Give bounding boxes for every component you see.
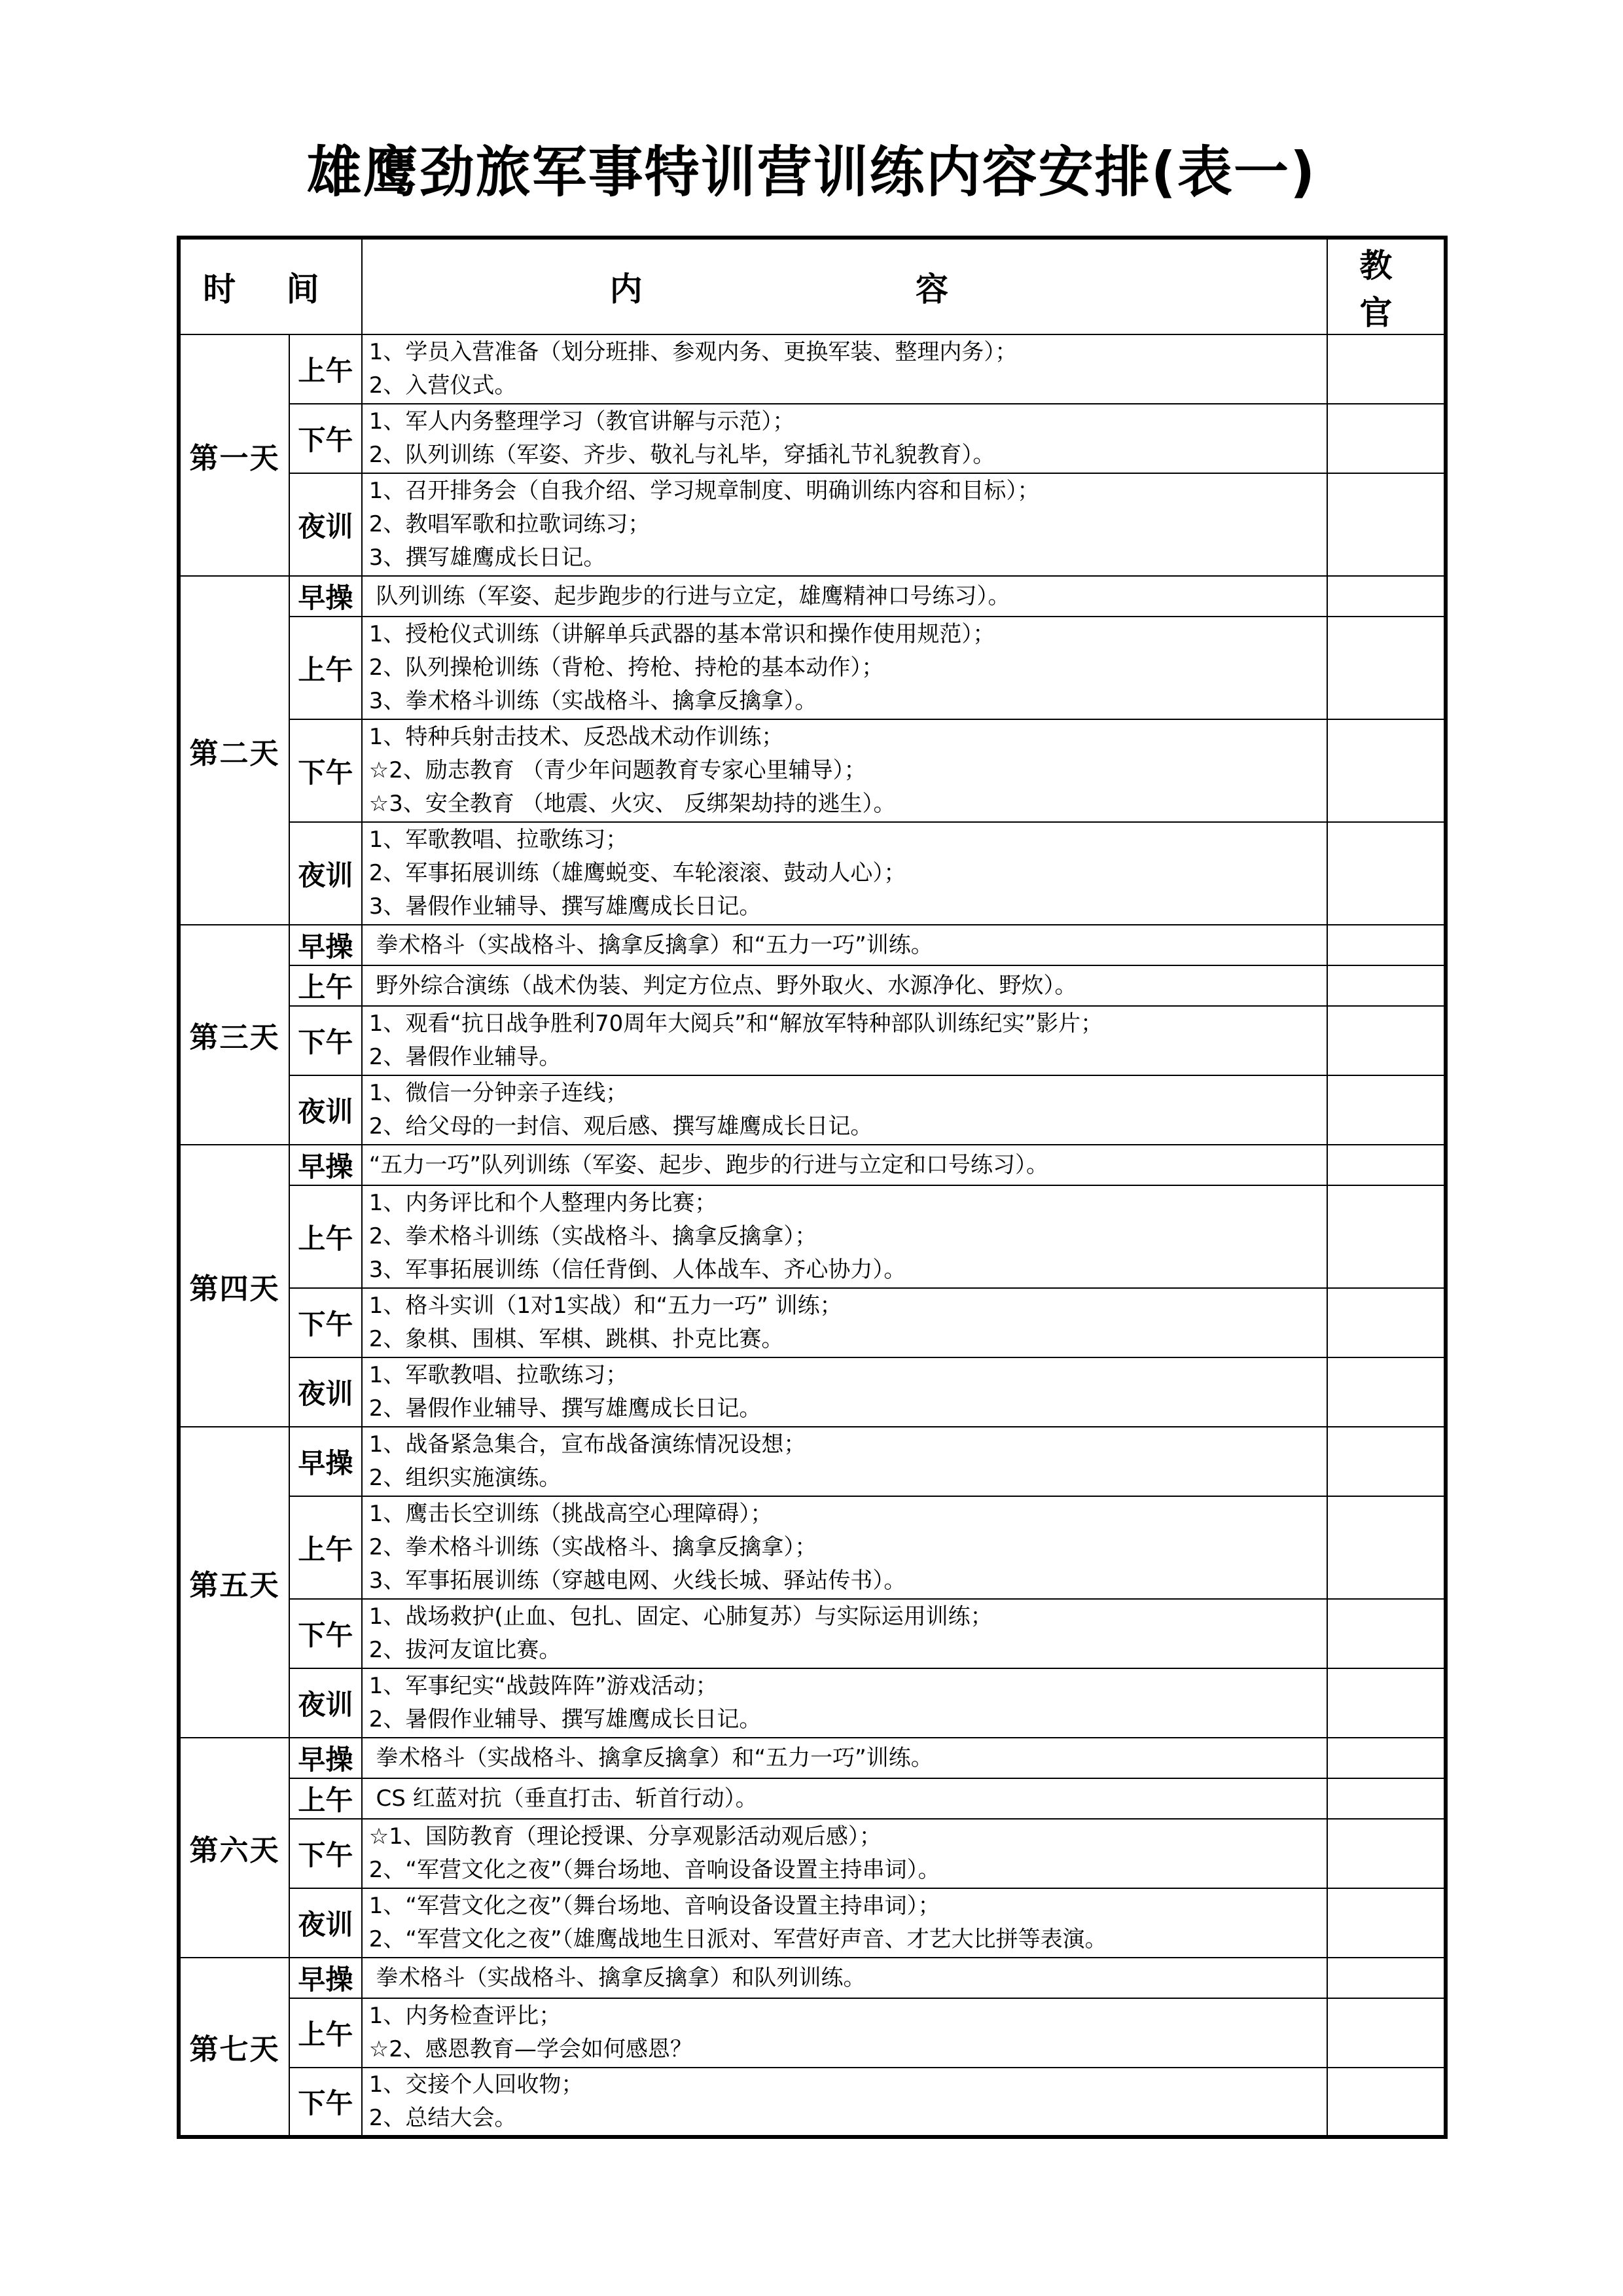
content-line: ☆1、国防教育（理论授课、分享观影活动观后感）； [368, 1823, 882, 1850]
session-content [362, 334, 1327, 404]
instructor-cell [1327, 1185, 1446, 1288]
content-line: 3、暑假作业辅导、撰写雄鹰成长日记。 [368, 893, 762, 920]
content-line: 拳术格斗（实战格斗、擒拿反擒拿）和“五力一巧”训练。 [368, 1744, 933, 1771]
content-line: 2、入营仪式。 [368, 372, 517, 399]
instructor-cell [1327, 1075, 1446, 1145]
period-label: 早操 [289, 1427, 362, 1496]
session-content [362, 1288, 1327, 1357]
instructor-cell [1327, 1888, 1446, 1958]
session-row [179, 1668, 1446, 1738]
session-content [362, 925, 1327, 965]
content-line: 1、军人内务整理学习（教官讲解与示范）； [368, 408, 795, 435]
day-label: 第五天 [179, 1427, 289, 1738]
content-line: CS 红蓝对抗（垂直打击、斩首行动）。 [368, 1785, 758, 1812]
content-line: 2、“军营文化之夜”（雄鹰战地生日派对、军营好声音、才艺大比拼等表演。 [368, 1926, 1107, 1952]
instructor-cell [1327, 822, 1446, 925]
period-label: 下午 [289, 1599, 362, 1668]
session-row [179, 2068, 1446, 2137]
instructor-cell [1327, 965, 1446, 1006]
content-line: 野外综合演练（战术伪装、判定方位点、野外取火、水源净化、野炊）。 [368, 972, 1077, 999]
session-row [179, 719, 1446, 822]
instructor-cell [1327, 1998, 1446, 2068]
instructor-cell [1327, 1958, 1446, 1998]
session-row [179, 1778, 1446, 1819]
content-line: 2、组织实施演练。 [368, 1465, 562, 1491]
content-line: 1、军歌教唱、拉歌练习； [368, 827, 628, 853]
session-row [179, 1738, 1446, 1778]
content-line: 2、暑假作业辅导、撰写雄鹰成长日记。 [368, 1395, 762, 1422]
session-row [179, 404, 1446, 473]
instructor-cell [1327, 1006, 1446, 1075]
period-label: 上午 [289, 334, 362, 404]
content-line: 2、队列训练（军姿、齐步、敬礼与礼毕，穿插礼节礼貌教育）。 [368, 442, 995, 468]
session-content [362, 1738, 1327, 1778]
instructor-cell [1327, 404, 1446, 473]
content-line: 3、军事拓展训练（信任背倒、人体战车、齐心协力）。 [368, 1257, 906, 1283]
session-content [362, 719, 1327, 822]
session-content [362, 1357, 1327, 1427]
day-label: 第七天 [179, 1958, 289, 2137]
period-label: 上午 [289, 1185, 362, 1288]
session-row [179, 1998, 1446, 2068]
content-line: 3、拳术格斗训练（实战格斗、擒拿反擒拿）。 [368, 688, 817, 714]
session-content [362, 1819, 1327, 1888]
content-line: 1、战备紧急集合，宣布战备演练情况设想； [368, 1431, 806, 1458]
content-line: ☆3、安全教育 （地震、火灾、 反绑架劫持的逃生）。 [368, 791, 896, 817]
instructor-cell [1327, 925, 1446, 965]
day-label: 第四天 [179, 1145, 289, 1427]
period-label: 下午 [289, 2068, 362, 2137]
session-row [179, 1427, 1446, 1496]
content-line: 1、军歌教唱、拉歌练习； [368, 1362, 628, 1388]
instructor-cell [1327, 617, 1446, 719]
content-line: 3、军事拓展训练（穿越电网、火线长城、驿站传书）。 [368, 1568, 906, 1594]
content-line: 1、“军营文化之夜”（舞台场地、音响设备设置主持串词）； [368, 1893, 940, 1919]
schedule-table [177, 236, 1448, 2139]
instructor-cell [1327, 1778, 1446, 1819]
session-row [179, 1006, 1446, 1075]
day-label: 第六天 [179, 1738, 289, 1958]
content-line: 3、撰写雄鹰成长日记。 [368, 545, 606, 571]
period-label: 下午 [289, 1288, 362, 1357]
session-row [179, 1185, 1446, 1288]
content-line: “五力一巧”队列训练（军姿、起步、跑步的行进与立定和口号练习）。 [368, 1151, 1048, 1178]
content-line: 1、微信一分钟亲子连线； [368, 1080, 628, 1106]
period-label: 下午 [289, 719, 362, 822]
content-line: 拳术格斗（实战格斗、擒拿反擒拿）和队列训练。 [368, 1964, 866, 1991]
period-label: 夜训 [289, 1668, 362, 1738]
content-line: 2、“军营文化之夜”（舞台场地、音响设备设置主持串词）。 [368, 1857, 940, 1883]
session-content [362, 617, 1327, 719]
header-row [179, 238, 1446, 334]
session-row [179, 822, 1446, 925]
content-line: 2、拔河友谊比赛。 [368, 1637, 562, 1663]
session-content [362, 1427, 1327, 1496]
session-content [362, 1958, 1327, 1998]
content-header: 内 容 [362, 238, 1327, 334]
content-line: 1、特种兵射击技术、反恐战术动作训练； [368, 724, 784, 750]
session-content [362, 965, 1327, 1006]
session-content [362, 473, 1327, 576]
content-line: 1、学员入营准备（划分班排、参观内务、更换军装、整理内务）； [368, 339, 1018, 365]
period-label: 夜训 [289, 1888, 362, 1958]
session-content [362, 576, 1327, 617]
session-row [179, 1599, 1446, 1668]
instructor-cell [1327, 1427, 1446, 1496]
period-label: 夜训 [289, 1357, 362, 1427]
schedule-body [179, 334, 1446, 2137]
session-row [179, 1288, 1446, 1357]
content-line: 2、拳术格斗训练（实战格斗、擒拿反擒拿）； [368, 1223, 817, 1249]
session-content [362, 822, 1327, 925]
period-label: 夜训 [289, 473, 362, 576]
day-label: 第一天 [179, 334, 289, 576]
content-line: 2、暑假作业辅导。 [368, 1044, 562, 1070]
content-line: 1、军事纪实“战鼓阵阵”游戏活动； [368, 1673, 718, 1699]
instructor-cell [1327, 576, 1446, 617]
session-row [179, 925, 1446, 965]
session-content [362, 2068, 1327, 2137]
session-content [362, 1496, 1327, 1599]
session-row [179, 1496, 1446, 1599]
content-line: 2、拳术格斗训练（实战格斗、擒拿反擒拿）； [368, 1534, 817, 1560]
instructor-cell [1327, 1145, 1446, 1185]
instructor-cell [1327, 334, 1446, 404]
period-label: 早操 [289, 576, 362, 617]
content-line: 拳术格斗（实战格斗、擒拿反擒拿）和“五力一巧”训练。 [368, 931, 933, 958]
instructor-cell [1327, 1357, 1446, 1427]
session-content [362, 1006, 1327, 1075]
period-label: 下午 [289, 1819, 362, 1888]
session-row [179, 1357, 1446, 1427]
instructor-cell [1327, 1599, 1446, 1668]
content-line: 1、战场救护(止血、包扎、固定、心肺复苏）与实际运用训练； [368, 1604, 993, 1630]
period-label: 早操 [289, 1145, 362, 1185]
time-header: 时 间 [179, 238, 362, 334]
session-row [179, 1145, 1446, 1185]
session-row [179, 1819, 1446, 1888]
period-label: 上午 [289, 617, 362, 719]
session-row [179, 1958, 1446, 1998]
content-line: ☆2、励志教育 （青少年问题教育专家心里辅导）； [368, 757, 866, 783]
content-line: 1、观看“抗日战争胜利70周年大阅兵”和“解放军特种部队训练纪实”影片； [368, 1011, 1103, 1037]
instructor-header: 教 官 [1327, 238, 1446, 334]
content-line: 1、鹰击长空训练（挑战高空心理障碍）； [368, 1501, 773, 1527]
period-label: 早操 [289, 1958, 362, 1998]
instructor-cell [1327, 1819, 1446, 1888]
content-line: 队列训练（军姿、起步跑步的行进与立定，雄鹰精神口号练习）。 [368, 583, 1010, 609]
period-label: 上午 [289, 965, 362, 1006]
content-line: 2、给父母的一封信、观后感、撰写雄鹰成长日记。 [368, 1113, 873, 1139]
session-content [362, 1998, 1327, 2068]
session-content [362, 1145, 1327, 1185]
content-line: 2、总结大会。 [368, 2105, 517, 2131]
session-content [362, 404, 1327, 473]
session-row [179, 576, 1446, 617]
period-label: 夜训 [289, 822, 362, 925]
instructor-cell [1327, 1738, 1446, 1778]
period-label: 上午 [289, 1998, 362, 2068]
day-label: 第二天 [179, 576, 289, 925]
session-row [179, 1075, 1446, 1145]
page-title: 雄鹰劲旅军事特训营训练内容安排(表一) [306, 140, 1317, 204]
content-line: 2、暑假作业辅导、撰写雄鹰成长日记。 [368, 1706, 762, 1732]
session-row [179, 617, 1446, 719]
content-line: 1、授枪仪式训练（讲解单兵武器的基本常识和操作使用规范）； [368, 621, 995, 647]
instructor-cell [1327, 2068, 1446, 2137]
period-label: 下午 [289, 404, 362, 473]
session-row [179, 334, 1446, 404]
session-content [362, 1888, 1327, 1958]
session-content [362, 1185, 1327, 1288]
content-line: 1、召开排务会（自我介绍、学习规章制度、明确训练内容和目标）； [368, 478, 1040, 504]
session-content [362, 1668, 1327, 1738]
period-label: 上午 [289, 1778, 362, 1819]
period-label: 早操 [289, 925, 362, 965]
period-label: 下午 [289, 1006, 362, 1075]
content-line: 1、格斗实训（1对1实战）和“五力一巧” 训练； [368, 1293, 842, 1319]
instructor-cell [1327, 1668, 1446, 1738]
period-label: 夜训 [289, 1075, 362, 1145]
content-line: 2、队列操枪训练（背枪、挎枪、持枪的基本动作）； [368, 655, 884, 681]
content-line: 2、教唱军歌和拉歌词练习； [368, 511, 651, 537]
instructor-cell [1327, 719, 1446, 822]
content-line: ☆2、感恩教育—学会如何感恩？ [368, 2036, 692, 2062]
content-line: 1、内务检查评比； [368, 2003, 562, 2029]
content-line: 1、交接个人回收物； [368, 2072, 584, 2098]
session-content [362, 1075, 1327, 1145]
session-row [179, 1888, 1446, 1958]
instructor-cell [1327, 1496, 1446, 1599]
session-row [179, 473, 1446, 576]
content-line: 2、军事拓展训练（雄鹰蜕变、车轮滚滚、鼓动人心）； [368, 860, 906, 886]
instructor-cell [1327, 1288, 1446, 1357]
content-line: 2、象棋、围棋、军棋、跳棋、扑克比赛。 [368, 1326, 784, 1352]
content-line: 1、内务评比和个人整理内务比赛； [368, 1190, 717, 1216]
period-label: 上午 [289, 1496, 362, 1599]
instructor-cell [1327, 473, 1446, 576]
session-row [179, 965, 1446, 1006]
session-content [362, 1778, 1327, 1819]
period-label: 早操 [289, 1738, 362, 1778]
day-label: 第三天 [179, 925, 289, 1145]
session-content [362, 1599, 1327, 1668]
